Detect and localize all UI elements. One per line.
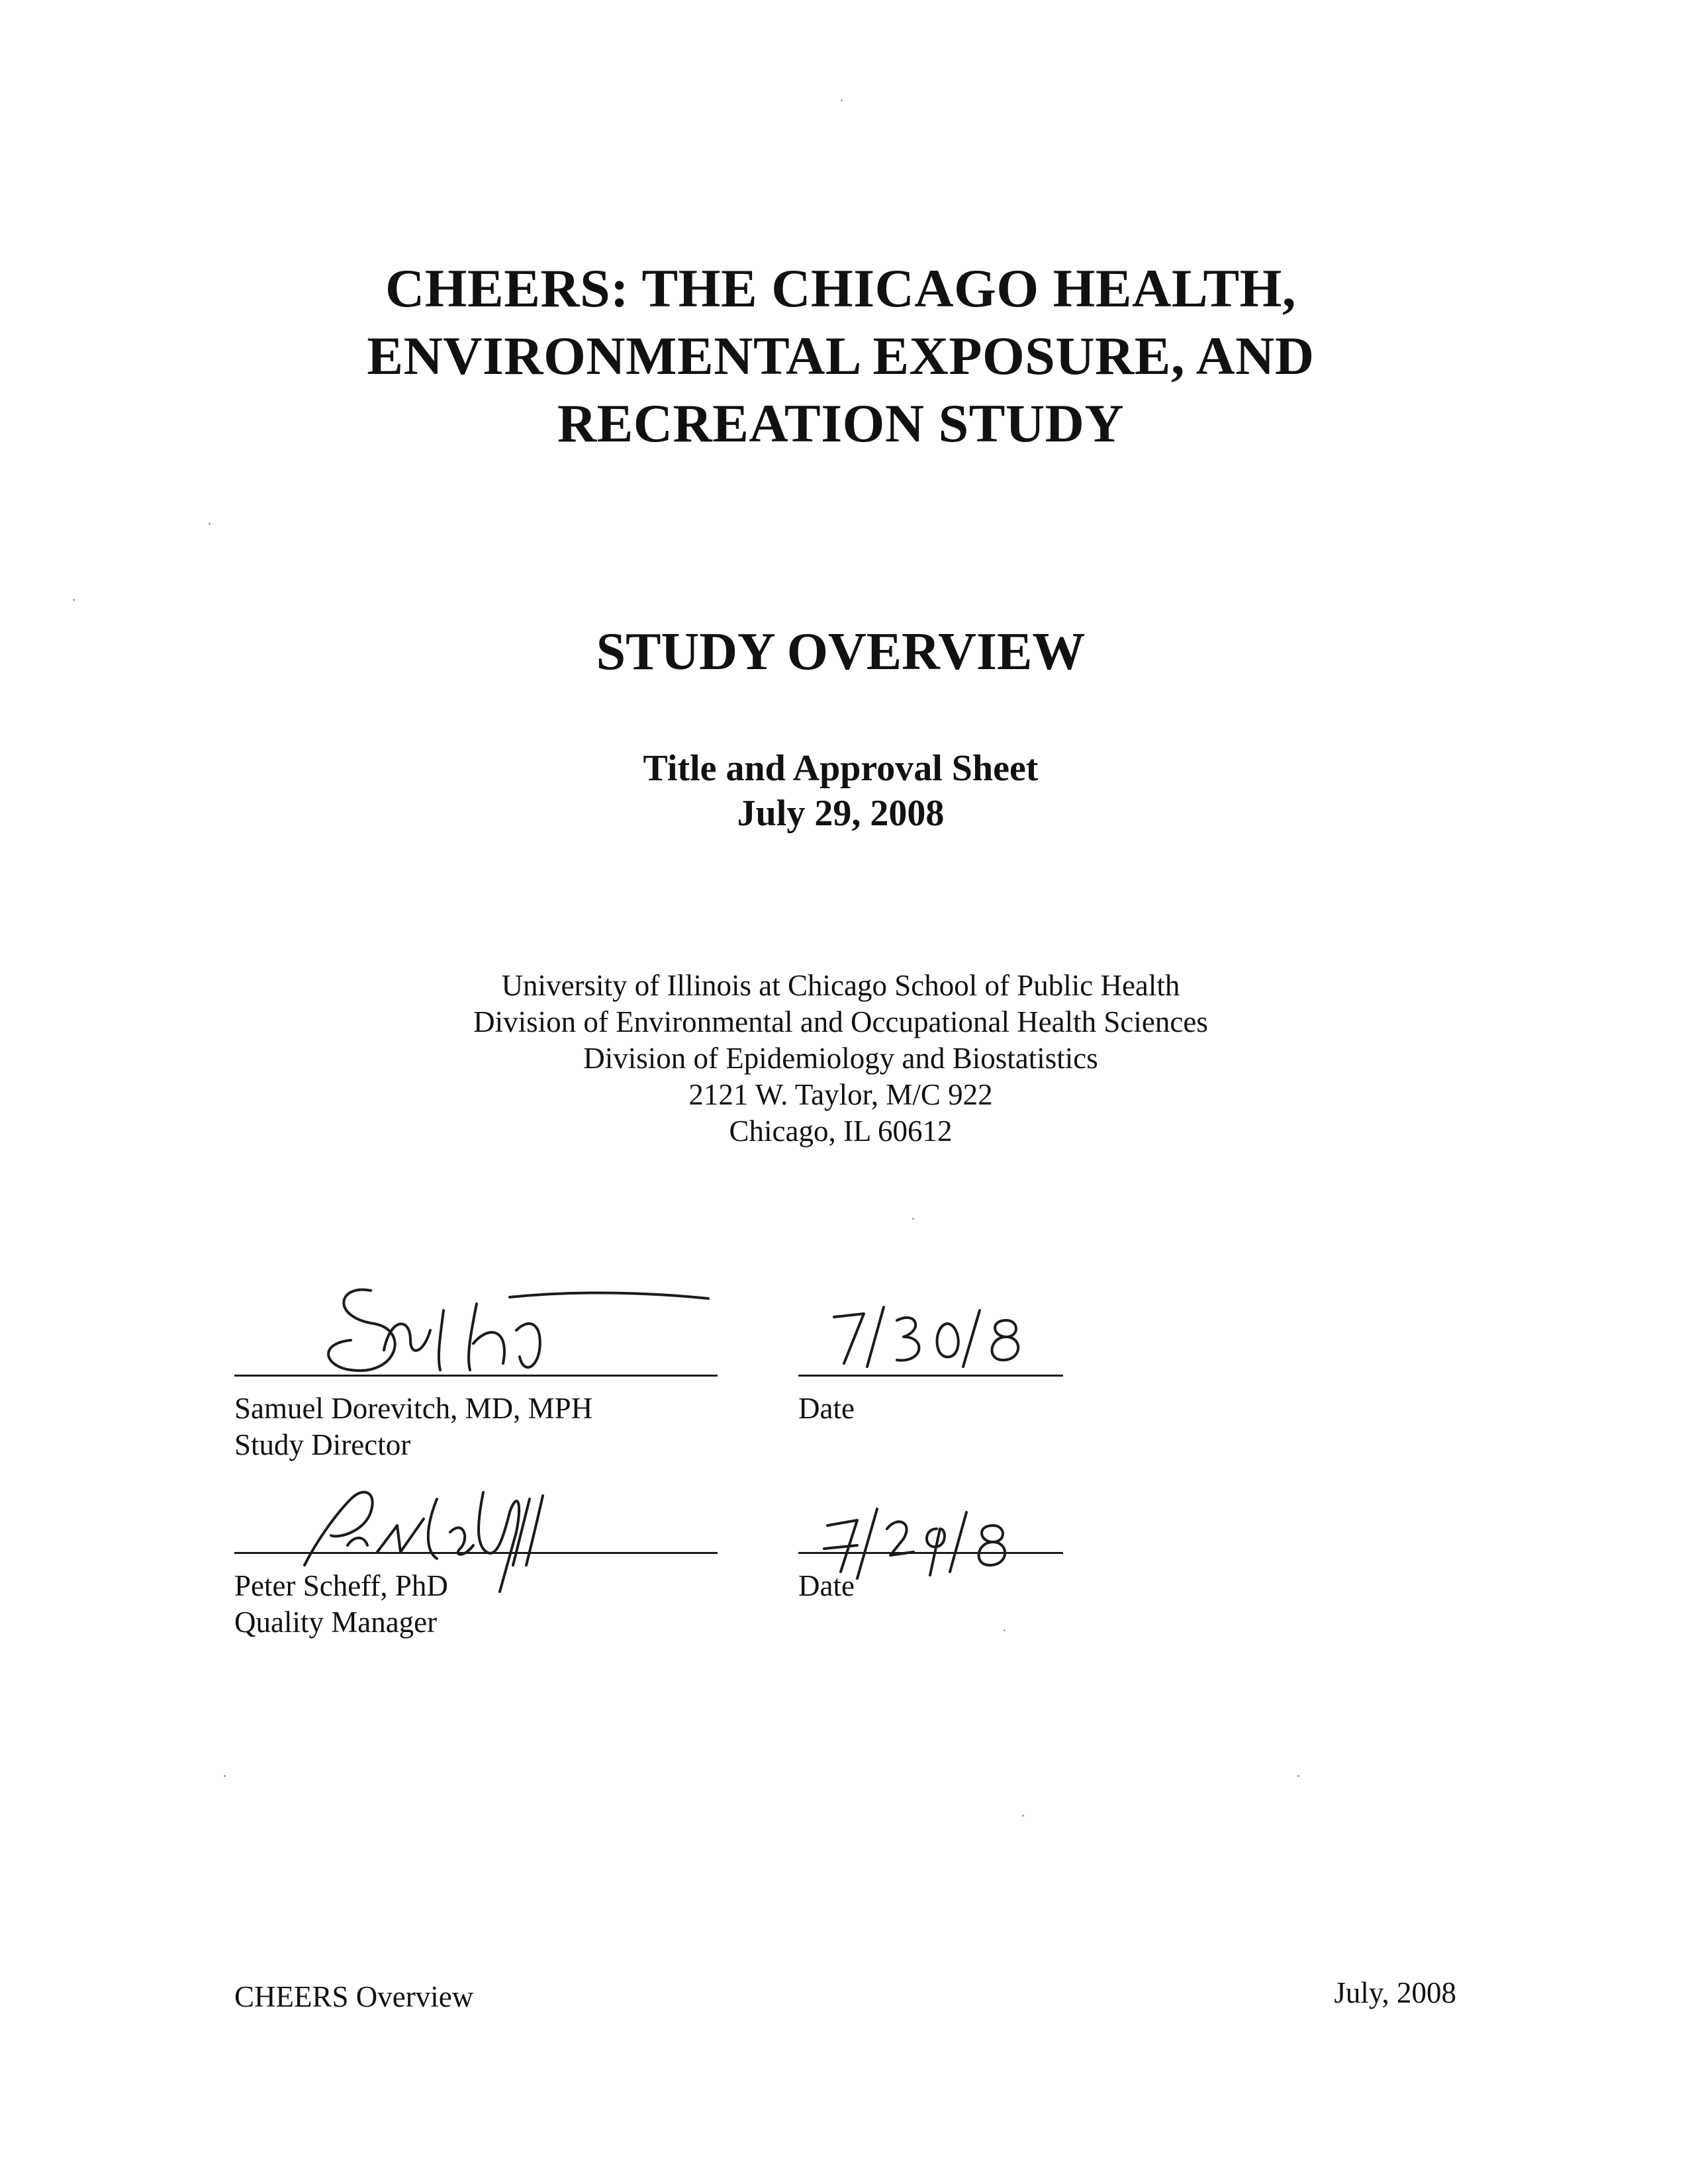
signature-line-2 bbox=[234, 1552, 718, 1554]
address-line-1: University of Illinois at Chicago School of Public Health bbox=[501, 969, 1180, 1002]
handwritten-date-1 bbox=[824, 1300, 1043, 1373]
address-line-2: Division of Environmental and Occupational Health Sciences bbox=[473, 1005, 1208, 1038]
date-label-1: Date bbox=[798, 1392, 855, 1425]
scan-speck bbox=[73, 599, 75, 601]
document-subtitle: STUDY OVERVIEW bbox=[596, 623, 1086, 681]
scan-speck bbox=[224, 1775, 226, 1777]
signatory-1-name: Samuel Dorevitch, MD, MPH bbox=[234, 1392, 593, 1425]
signatory-2-name: Peter Scheff, PhD bbox=[234, 1569, 448, 1602]
approval-heading: Title and Approval Sheet bbox=[643, 748, 1039, 789]
address-line-5: Chicago, IL 60612 bbox=[729, 1115, 953, 1148]
signature-dorevitch bbox=[311, 1277, 722, 1390]
document-title bbox=[199, 255, 1483, 457]
scan-speck bbox=[209, 523, 210, 525]
approval-date: July 29, 2008 bbox=[737, 793, 945, 834]
title-line-1: CHEERS: THE CHICAGO HEALTH, bbox=[385, 258, 1296, 318]
scan-speck bbox=[841, 99, 843, 101]
signature-line-1 bbox=[234, 1375, 718, 1377]
title-line-3: RECREATION STUDY bbox=[557, 393, 1125, 453]
signatory-2-role: Quality Manager bbox=[234, 1606, 438, 1639]
scan-speck bbox=[1022, 1815, 1024, 1817]
date-label-2: Date bbox=[798, 1569, 855, 1602]
scan-speck bbox=[1004, 1629, 1006, 1631]
scan-speck bbox=[1297, 1775, 1299, 1777]
address-line-3: Division of Epidemiology and Biostatistics bbox=[583, 1042, 1098, 1075]
signatory-1-role: Study Director bbox=[234, 1428, 411, 1461]
scan-speck bbox=[912, 1218, 914, 1220]
approval-block bbox=[199, 746, 1483, 836]
date-line-1 bbox=[798, 1375, 1063, 1377]
address-line-4: 2121 W. Taylor, M/C 922 bbox=[688, 1078, 993, 1111]
date-line-2 bbox=[798, 1552, 1063, 1554]
footer-right: July, 2008 bbox=[1334, 1976, 1456, 2009]
institution-address bbox=[199, 968, 1483, 1150]
title-line-2: ENVIRONMENTAL EXPOSURE, AND bbox=[367, 326, 1315, 386]
footer-left: CHEERS Overview bbox=[234, 1980, 474, 2013]
